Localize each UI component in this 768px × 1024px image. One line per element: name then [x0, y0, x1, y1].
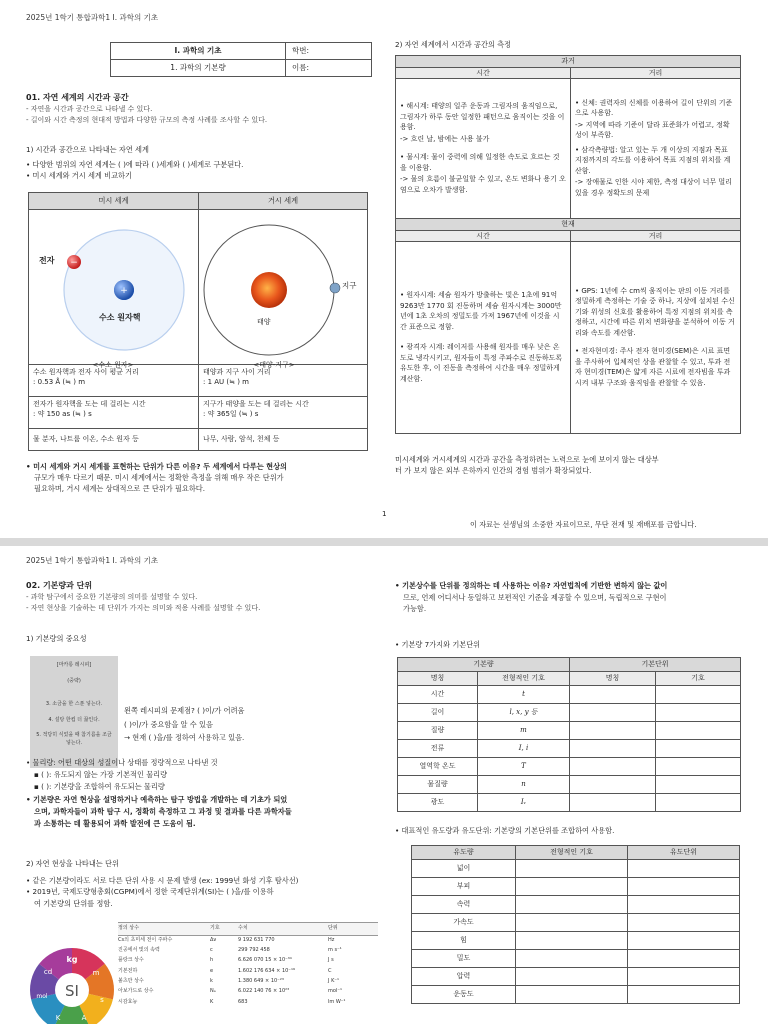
unit-name-blank[interactable] [570, 722, 656, 740]
table-row [398, 794, 741, 812]
si-table-cell: h [210, 957, 214, 964]
unit-symbol-blank[interactable] [656, 740, 741, 758]
copyright-notice: 이 자료는 선생님의 소중한 자료이므로, 무단 전재 및 재배포를 금합니다. [470, 520, 697, 529]
si-table-cell: J s [328, 957, 334, 964]
question-2-title: 2) 자연 세계에서 시간과 공간의 측정 [395, 40, 512, 49]
derived-unit-blank[interactable] [628, 896, 740, 914]
derived-unit-blank[interactable] [628, 860, 740, 878]
si-table-cell: K [210, 998, 214, 1005]
macro-time-cell [199, 396, 368, 428]
si-table-cell: c [210, 947, 213, 954]
col-macro: 거시 세계 [199, 193, 368, 210]
summary [395, 455, 745, 477]
si-table-cell: 볼츠만 상수 [118, 978, 144, 985]
water-clock-text: • 물시계: 물이 중력에 의해 일정한 속도로 흐르는 것을 이용함. [400, 153, 560, 172]
si-table-cell: C [328, 967, 332, 974]
quantity-symbol: t [478, 686, 570, 704]
si-table-cell: 1.380 649 × 10⁻²³ [238, 978, 284, 985]
si-table-row [118, 956, 378, 966]
micro-examples: 물 분자, 나트륨 이온, 수소 원자 등 [29, 428, 199, 450]
title-box [110, 42, 372, 77]
page-header: 2025년 1학기 통합과학1 Ⅰ. 과학의 기초 [26, 13, 159, 22]
si-table-body [118, 936, 378, 1008]
quantity-symbol: T [478, 758, 570, 776]
page-number: 1 [382, 509, 387, 518]
table-row [412, 968, 740, 986]
si-table-cell: e [210, 967, 214, 974]
micro-distance-label: 수소 원자핵과 전자 사이 평균 거리 [33, 367, 139, 376]
si-unit-label: A [81, 1014, 87, 1022]
quantity-name: 물질량 [398, 776, 478, 794]
si-table-cell: m s⁻¹ [328, 947, 342, 954]
orbit-diagram-cell [199, 210, 368, 369]
quantity-name: 전류 [398, 740, 478, 758]
si-unit-label: cd [43, 968, 53, 976]
triangulation-text: • 삼각측량법: 알고 있는 두 개 이상의 지점과 목표 지점까지의 각도를 이용하여 목표 지점의 위치를 계산함. [575, 145, 731, 175]
unit-name-blank[interactable] [570, 776, 656, 794]
si-table-cell: 시감효능 [118, 998, 138, 1005]
note-line: • 2019년, 국제도량형총회(CGPM)에서 정한 국제단위계(SI)는 ( )을/를 이용하 [26, 887, 274, 897]
question-1 [26, 145, 386, 181]
derived-unit-blank[interactable] [628, 968, 740, 986]
col-header: 전형적인 기호 [516, 846, 628, 860]
conclusion-line: 규모가 매우 다르기 때문. 미시 세계에서는 정확한 측정을 위해 매우 작은 단위가 [34, 472, 284, 482]
si-table-row [118, 977, 378, 987]
derived-unit-blank[interactable] [628, 986, 740, 1004]
symbol-blank[interactable] [516, 896, 628, 914]
recipe-step: 5. 적당히 식었을 때 참기름을 조금 넣는다. [36, 732, 112, 746]
sundial-text: • 해시계: 태양의 일주 운동과 그림자의 움직임으로, 그림자가 하루 동안 일정한 패턴으로 움직이는 것을 이용함. [400, 102, 565, 131]
conclusion [26, 462, 376, 494]
learning-goal: - 과학 탐구에서 중요한 기본량의 의미를 설명할 수 있다. [26, 593, 198, 601]
nucleus-label: 수소 원자핵 [99, 313, 141, 322]
table-row [398, 740, 741, 758]
question-title: 1) 기본량의 중요성 [26, 634, 87, 643]
col-header: 기호 [656, 672, 741, 686]
note-line: 므로, 언제 어디서나 동일하고 보편적인 기준을 제공할 수 있으며, 독립적으로 구현이 [403, 592, 667, 602]
recipe-step: 3. 소금을 한 스푼 넣는다. [45, 701, 103, 707]
hydrogen-atom-diagram [29, 210, 197, 360]
macro-distance-value: : 1 AU (≒ ) m [203, 378, 250, 386]
si-col-header: 단위 [328, 925, 338, 931]
sun-icon [251, 272, 287, 308]
conclusion-line: • 미시 세계와 거시 세계를 표현하는 단위가 다른 이유? 두 세계에서 다루는 현상의 [26, 462, 287, 471]
quantity-name: 질량 [398, 722, 478, 740]
symbol-blank[interactable] [516, 932, 628, 950]
page-divider [0, 538, 768, 546]
symbol-blank[interactable] [516, 950, 628, 968]
micro-time-cell [29, 396, 199, 428]
derived-quantity-name: 운동도 [412, 986, 516, 1004]
macro-time-label: 지구가 태양을 도는 데 걸리는 시간 [203, 399, 309, 408]
recipe-question: → 현재 ( )을/를 정하여 사용하고 있음. [124, 733, 245, 743]
question-title: 2) 자연 현상을 나타내는 단위 [26, 859, 119, 868]
table-row [412, 860, 740, 878]
past-time-cell [396, 79, 571, 219]
base-quantities-table [397, 657, 741, 812]
note-line: 으며, 과학자들이 과학 탐구 시, 정확히 측정하고 그 과정 및 결과를 다른 과학자들 [34, 806, 292, 816]
table-row [412, 914, 740, 932]
micro-time-value: : 약 150 as (≒ ) s [33, 410, 92, 418]
si-table-cell: mol⁻¹ [328, 988, 342, 995]
derived-quantity-name: 부피 [412, 878, 516, 896]
quantity-name: 열역학 온도 [398, 758, 478, 776]
learning-goal: - 자연을 시간과 공간으로 나타낼 수 있다. [26, 105, 153, 113]
group-header: 기본단위 [570, 658, 741, 672]
si-table-cell: 아보가드로 상수 [118, 988, 154, 995]
recipe-title: [마카롱 레시피] [56, 662, 92, 668]
si-unit-label: mol [36, 993, 48, 1000]
derived-quantity-name: 넓이 [412, 860, 516, 878]
note-line: • 기본량은 자연 현상을 설명하거나 예측하는 탐구 방법을 개발하는 데 기초가 되었 [26, 794, 288, 804]
base-quantities-body [398, 686, 741, 812]
unit-symbol-blank[interactable] [656, 794, 741, 812]
name-field[interactable]: 이름: [286, 60, 372, 77]
note-line: 과 소통하는 데 활용되어 과학 발전에 큰 도움이 됨. [34, 819, 196, 829]
optical-lattice-text: • 광격자 시계: 레이저를 사용해 원자를 매우 낮은 온도로 냉각시키고, 원자들이 특정 주파수로 진동하도록 유도한 후, 이 진동을 측정하여 시간을 매우 정밀하게 계산함. [400, 343, 563, 383]
symbol-blank[interactable] [516, 914, 628, 932]
si-unit-label: m [92, 969, 100, 977]
note-line: • 물리량: 어떤 대상의 성질이나 상태를 정량적으로 나타낸 것 [26, 758, 218, 767]
recipe-card [30, 656, 118, 768]
unit-name-blank[interactable] [570, 740, 656, 758]
summary-line: 터 가 보지 않은 외부 은하까지 인간의 경험 범위가 확장되었다. [395, 465, 592, 475]
si-unit-label: s [100, 996, 104, 1004]
bullet-text: • 미시 세계와 거시 세계 비교하기 [26, 170, 132, 180]
unit-symbol-blank[interactable] [656, 722, 741, 740]
si-table-cell: k [210, 978, 213, 985]
recipe-questions [124, 704, 374, 745]
past-header: 과거 [396, 56, 741, 68]
sundial-limit: -> 흐린 날, 밤에는 사용 불가 [400, 134, 490, 143]
si-table-cell: 299 792 458 [238, 947, 270, 954]
derived-quantity-name: 속력 [412, 896, 516, 914]
triangulation-limit: -> 장애물로 인한 시야 제한, 측정 대상이 너무 멀리 있을 경우 정확도의 문제 [575, 178, 732, 197]
lesson-title: 1. 과학의 기본량 [111, 60, 286, 77]
summary-line: 미시세계와 거시세계의 시간과 공간을 측정하려는 노력으로 눈에 보이지 않는 대상부 [395, 455, 659, 464]
micro-distance-value: : 0.53 Å (≒ ) m [33, 378, 86, 386]
derived-quantity-name: 가속도 [412, 914, 516, 932]
table-row [398, 686, 741, 704]
si-logo [28, 940, 116, 1024]
note-line: 여 기본량의 단위를 정함. [34, 898, 113, 908]
si-table-row [118, 997, 378, 1007]
physical-quantity-notes [26, 757, 381, 830]
si-unit-label: K [55, 1014, 61, 1022]
recipe-step: 4. 설탕 한컵 더 끓인다. [48, 716, 100, 723]
table-row [412, 932, 740, 950]
unit-name-blank[interactable] [570, 686, 656, 704]
si-table-cell: 1.602 176 634 × 10⁻¹⁹ [238, 967, 295, 974]
question-title: 1) 시간과 공간으로 나타내는 자연 세계 [26, 145, 149, 154]
present-header: 현재 [396, 219, 741, 231]
section-01 [26, 92, 381, 125]
group-header: 기본량 [398, 658, 570, 672]
symbol-blank[interactable] [516, 968, 628, 986]
si-table-row [118, 946, 378, 956]
past-time-header: 시간 [396, 67, 571, 79]
derived-quantity-name: 밀도 [412, 950, 516, 968]
col-header: 유도량 [412, 846, 516, 860]
earth-label: 지구 [342, 281, 357, 290]
water-clock-limit: -> 물의 흐름이 불균일할 수 있고, 온도 변화나 용기 오염으로 오차가 발생함. [400, 175, 566, 194]
quantity-name: 광도 [398, 794, 478, 812]
quantity-symbol: l, x, y 등 [478, 704, 570, 722]
derived-quantity-name: 힘 [412, 932, 516, 950]
quantity-symbol: Iᵥ [478, 794, 570, 812]
quantity-symbol: I, i [478, 740, 570, 758]
unit-symbol-blank[interactable] [656, 686, 741, 704]
present-distance-cell [571, 242, 741, 434]
bullet-text: • 다양한 범위의 자연 세계는 ( )에 따라 ( )세계와 ( )세계로 구분된다. [26, 159, 244, 169]
si-unit-label: kg [66, 955, 78, 964]
macro-time-value: : 약 365일 (≒ ) s [203, 410, 259, 418]
derived-quantities-body [412, 860, 740, 1004]
si-table-cell: J K⁻¹ [328, 978, 339, 985]
note-line: 가능함. [403, 604, 427, 614]
note-line: • 기본상수를 단위를 정의하는 데 사용하는 이유? 자연법칙에 기반한 변하지 않는 값이 [395, 581, 668, 590]
sun-label: 태양 [257, 318, 271, 326]
learning-goal: - 길이와 시간 측정의 현대적 방법과 다양한 규모의 측정 사례를 조사할 수 있다. [26, 115, 268, 124]
derived-quantities-table [411, 845, 740, 1004]
table-row [412, 878, 740, 896]
note-line: ▪ ( ): 유도되지 않는 가장 기본적인 물리량 [34, 770, 168, 780]
si-table-cell: Δν [210, 936, 217, 943]
unit-symbol-blank[interactable] [656, 704, 741, 722]
recipe-question: ( )이/가 중요함을 알 수 있음 [124, 719, 213, 729]
derived-unit-blank[interactable] [628, 914, 740, 932]
col-header: 전형적인 기호 [478, 672, 570, 686]
recipe-question: 왼쪽 레시피의 문제점? ( )이/가 어려움 [124, 706, 245, 715]
macro-distance-label: 태양과 지구 사이 거리 [203, 367, 271, 376]
table-row [398, 704, 741, 722]
symbol-blank[interactable] [516, 986, 628, 1004]
col-header: 유도단위 [628, 846, 740, 860]
note-line: ▪ ( ): 기본량을 조합하여 유도되는 물리량 [34, 782, 165, 792]
table-row [412, 896, 740, 914]
svg-text:−: − [70, 258, 78, 268]
si-table-row [118, 987, 378, 997]
si-table-cell: 683 [238, 998, 248, 1005]
note-line: • 같은 기본량이라도 서로 다른 단위 사용 시 문제 발생 (ex: 1999년 화성 기후 탐사선) [26, 875, 299, 885]
si-table-cell: 플랑크 상수 [118, 957, 144, 964]
table-row [412, 950, 740, 968]
si-table-header [118, 922, 378, 936]
si-table-cell: 9 192 631 770 [238, 936, 275, 943]
unit-name-blank[interactable] [570, 794, 656, 812]
unit-notes [26, 858, 386, 909]
seven-quantities-title: • 기본량 7가지와 기본단위 [395, 640, 481, 649]
si-logo-center: SI [65, 982, 79, 1000]
col-micro: 미시 세계 [29, 193, 199, 210]
past-distance-header: 거리 [571, 67, 741, 79]
conclusion-line: 필요하며, 거시 세계는 상대적으로 큰 단위가 필요하다. [34, 483, 206, 493]
si-table-row [118, 936, 378, 946]
micro-time-label: 전자가 원자핵을 도는 데 걸리는 시간 [33, 399, 146, 408]
constant-reason [395, 580, 745, 615]
measurement-table [395, 55, 741, 434]
si-table-cell: Cs의 초미세 전이 주파수 [118, 936, 173, 943]
si-col-header: 기호 [210, 925, 220, 931]
electron-microscope-text: • 전자현미경: 주사 전자 현미경(SEM)은 시료 표면을 주사하여 입체적인 상을 관찰할 수 있고, 투과 전자 현미경(TEM)은 얇게 자른 시료에 전자빔을 투과시켜 내부 구조와 움직임을 관찰할 수 있음. [575, 347, 731, 387]
atom-diagram-cell [29, 210, 199, 369]
quantity-name: 시간 [398, 686, 478, 704]
derived-unit-blank[interactable] [628, 932, 740, 950]
si-table-row [118, 966, 378, 976]
orbit-caption: <태양-지구> [253, 361, 295, 369]
si-table-cell: Hz [328, 936, 335, 943]
derived-unit-blank[interactable] [628, 950, 740, 968]
unit-symbol-blank[interactable] [656, 776, 741, 794]
derived-unit-blank[interactable] [628, 878, 740, 896]
table-row [398, 722, 741, 740]
symbol-blank[interactable] [516, 860, 628, 878]
si-constants-table [118, 922, 378, 1007]
unit-title: Ⅰ. 과학의 기초 [111, 43, 286, 60]
si-col-header: 정의 상수 [118, 925, 139, 931]
body-unit-text: • 신체: 권력자의 신체를 이용하여 길이 단위의 기준으로 사용함. [575, 98, 733, 118]
table-row [398, 758, 741, 776]
si-table-cell: Nₐ [210, 988, 216, 995]
unit-name-blank[interactable] [570, 758, 656, 776]
earth-icon [330, 283, 340, 293]
table-row [412, 986, 740, 1004]
unit-name-blank[interactable] [570, 704, 656, 722]
present-time-header: 시간 [396, 230, 571, 242]
si-table-cell: 기본전하 [118, 967, 138, 974]
col-header: 명칭 [570, 672, 656, 686]
compare-table [28, 192, 368, 451]
learning-goal: - 자연 현상을 기술하는 데 단위가 가지는 의미와 적용 사례를 설명할 수 있다. [26, 603, 261, 612]
col-header: 명칭 [398, 672, 478, 686]
past-distance-cell [571, 79, 741, 219]
section-title: 02. 기본량과 단위 [26, 581, 93, 590]
page-header: 2025년 1학기 통합과학1 Ⅰ. 과학의 기초 [26, 556, 159, 565]
derived-quantity-name: 압력 [412, 968, 516, 986]
present-distance-header: 거리 [571, 230, 741, 242]
si-col-header: 수치 [238, 925, 248, 931]
section-title: 01. 자연 세계의 시간과 공간 [26, 93, 129, 102]
electron-label: 전자 [39, 256, 55, 265]
unit-symbol-blank[interactable] [656, 758, 741, 776]
quantity-symbol: n [478, 776, 570, 794]
si-table-cell: 6.022 140 76 × 10²³ [238, 988, 290, 995]
table-row [398, 776, 741, 794]
si-table-cell: 6.626 070 15 × 10⁻³⁴ [238, 957, 292, 964]
recipe-omitted: (중략) [67, 677, 81, 684]
class-number-field[interactable]: 학번: [286, 43, 372, 60]
present-time-cell [396, 242, 571, 434]
derived-title: • 대표적인 유도량과 유도단위: 기본량의 기본단위를 조합하여 사용함. [395, 826, 615, 835]
symbol-blank[interactable] [516, 878, 628, 896]
si-table-cell: lm W⁻¹ [328, 998, 346, 1005]
si-table-cell: 진공에서 빛의 속력 [118, 947, 160, 954]
quantity-symbol: m [478, 722, 570, 740]
gps-text: • GPS: 1년에 수 cm씩 움직이는 판의 이동 거리를 정밀하게 측정하는 기술 중 하나, 지상에 설치된 수신기와 위성의 신호를 활용하여 특정 지점의 위치를 측정하고, 시간에 따른 위치 변화량을 분석하여 이동 거리와 속도를 계산함. [575, 286, 735, 337]
macro-examples: 나무, 사람, 암석, 천체 등 [199, 428, 368, 450]
svg-text:+: + [120, 286, 128, 296]
atom-caption: <수소 원자> [92, 361, 134, 369]
body-unit-limit: -> 지역에 따라 기준이 달라 표준화가 어렵고, 정확성이 부족함. [575, 120, 730, 140]
atomic-clock-text: • 원자시계: 세슘 원자가 방출하는 빛은 1초에 91억 9263만 1770 회 진동하며 세슘 원자시계는 3000만 년에 1초 오차의 정밀도를 가져 1967년에 이것을 시간 표준으로 정함. [400, 291, 562, 331]
quantity-name: 길이 [398, 704, 478, 722]
section-02 [26, 580, 381, 613]
